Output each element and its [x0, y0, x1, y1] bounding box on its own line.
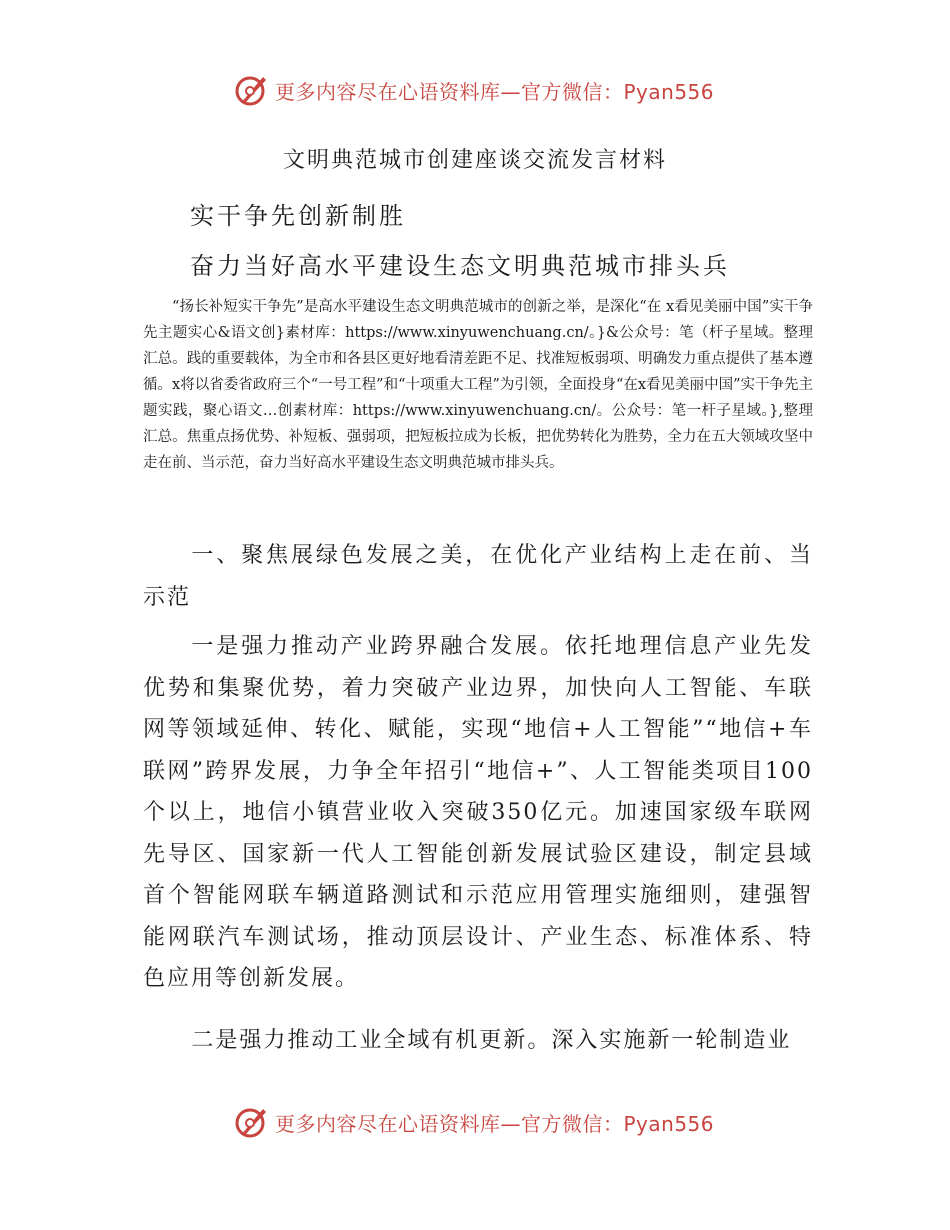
body-paragraph-2: 二是强力推动工业全域有机更新。深入实施新一轮制造业: [191, 1028, 792, 1053]
quill-pen-logo-icon: [233, 72, 269, 108]
banner-text: 更多内容尽在心语资料库—官方微信：Pyan556: [275, 79, 715, 104]
document-subtitle-1: 实干争先创新制胜: [190, 202, 406, 230]
intro-paragraph: “扬长补短实干争先”是高水平建设生态文明典范城市的创新之举，是深化“在 x看见美丽中国”实干争先主题实心&语文创}素材库：https://www.xinyuwenchuang.cn/。}&公众号：笔（杆子星域。整理汇总。践的重要载体，为全市和各县区更好地看清差距不足、找准短板弱项、明确发力重点提供了基本遵循。x将以省委省政府三个“一号工程”和“十项重大工程”为引领，全面投身“在x看见美丽中国”实干争先主题实践，聚心语文…创素材库：https://www.xinyuwenchuang.cn/。公众号：笔一杆子星域。},整理汇总。焦重点扬优势、补短板、强弱项，把短板拉成为长板，把优势转化为胜势，全力在五大领域攻坚中走在前、当示范，奋力当好高水平建设生态文明典范城市排头兵。: [143, 299, 814, 471]
document-subtitle-2: 奋力当好高水平建设生态文明典范城市排头兵: [190, 252, 730, 280]
quill-pen-logo-icon: [233, 1104, 269, 1140]
section-1-heading: 一、聚焦展绿色发展之美，在优化产业结构上走在前、当示范: [143, 543, 813, 610]
banner-text: 更多内容尽在心语资料库—官方微信：Pyan556: [275, 1111, 715, 1136]
body-paragraph-1: 一是强力推动产业跨界融合发展。依托地理信息产业先发优势和集聚优势，着力突破产业边界，加快向人工智能、车联网等领域延伸、转化、赋能，实现“地信+人工智能”“地信+车联网”跨界发展，力争全年招引“地信+”、人工智能类项目100个以上，地信小镇营业收入突破350亿元。加速国家级车联网先导区、国家新一代人工智能创新发展试验区建设，制定县域首个智能网联车辆道路测试和示范应用管理实施细则，建强智能网联汽车测试场，推动顶层设计、产业生态、标准体系、特色应用等创新发展。: [143, 634, 813, 991]
footer-banner: [233, 1102, 714, 1142]
header-banner: [233, 70, 714, 110]
document-title: 文明典范城市创建座谈交流发言材料: [282, 148, 667, 173]
